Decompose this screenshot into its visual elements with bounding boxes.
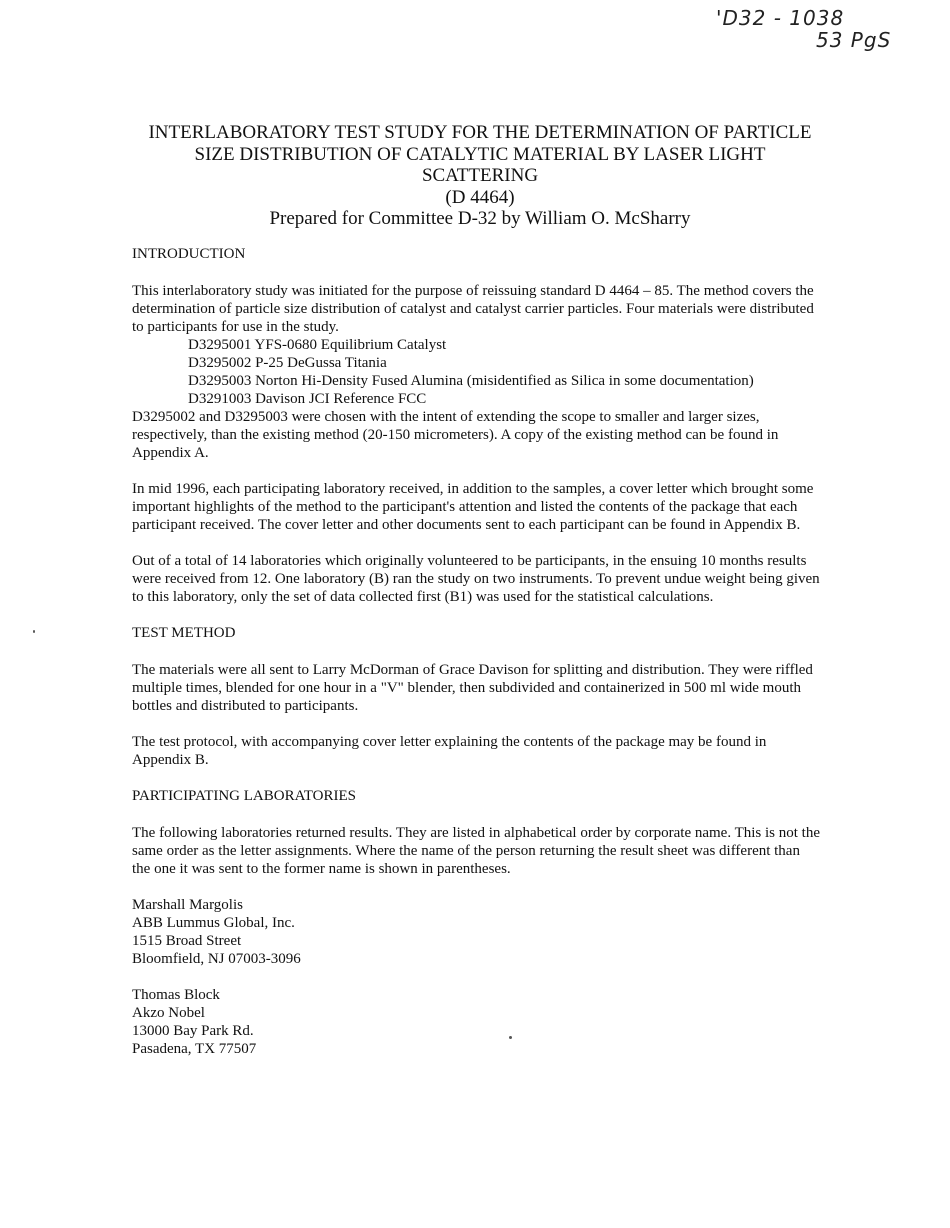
lab-city: Pasadena, TX 77507	[132, 1041, 257, 1057]
intro-paragraph: D3295002 and D3295003 were chosen with the intent of extending the scope to smaller and larger sizes, respectively, than the existing method (20-150 micrometers). A copy of the existing method can be found in Appendix A.	[132, 409, 779, 461]
scan-speck	[33, 630, 35, 633]
test-method-paragraph: The materials were all sent to Larry McDorman of Grace Davison for splitting and distribution. They were riffled multiple times, blended for one hour in a "V" blender, then subdivided and containerized in 500 ml wide mouth bottles and distributed to participants.	[132, 662, 813, 714]
lab-address	[132, 986, 822, 1058]
section-heading-test-method: TEST METHOD	[132, 625, 236, 641]
material-item: D3291003 Davison JCI Reference FCC	[188, 391, 427, 407]
handwritten-doc-number: 'D32 - 1038	[716, 6, 845, 30]
title-line: (D 4464)	[445, 186, 515, 208]
test-method-paragraph: The test protocol, with accompanying cover letter explaining the contents of the package may be found in Appendix B.	[132, 734, 767, 768]
title-line: SCATTERING	[421, 165, 539, 186]
material-item: D3295003 Norton Hi-Density Fused Alumina (misidentified as Silica in some documentation)	[188, 373, 754, 389]
intro-paragraph: In mid 1996, each participating laboratory received, in addition to the samples, a cover letter which brought some important highlights of the method to the participant's attention and listed the contents of the package that each participant received. The cover letter and other documents sent to each participant can be found in Appendix B.	[132, 481, 814, 533]
handwritten-page-count: 53 PgS	[816, 28, 892, 52]
participating-paragraph: The following laboratories returned results. They are listed in alphabetical order by corporate name. This is not the same order as the letter assignments. Where the name of the person returning the result sheet was different than the one it was sent to the former name is shown in parentheses.	[132, 825, 820, 877]
lab-city: Bloomfield, NJ 07003-3096	[132, 951, 301, 967]
intro-paragraph: Out of a total of 14 laboratories which originally volunteered to be participants, in the ensuing 10 months results were received from 12. One laboratory (B) ran the study on two instruments. To prevent undue weight being given to this laboratory, only the set of data collected first (B1) was used for the statistical calculations.	[132, 553, 820, 605]
section-heading-introduction: INTRODUCTION	[132, 246, 246, 262]
title-line: INTERLABORATORY TEST STUDY FOR THE DETERMINATION OF PARTICLE	[148, 122, 812, 143]
lab-address	[132, 896, 822, 968]
lab-street: 13000 Bay Park Rd.	[132, 1023, 254, 1039]
lab-contact-name: Thomas Block	[132, 987, 220, 1003]
document-title	[120, 122, 840, 230]
title-line: SIZE DISTRIBUTION OF CATALYTIC MATERIAL BY LASER LIGHT	[194, 143, 766, 165]
lab-street: 1515 Broad Street	[132, 933, 242, 949]
document-body	[132, 245, 822, 1076]
lab-company: Akzo Nobel	[132, 1005, 205, 1021]
lab-contact-name: Marshall Margolis	[132, 897, 243, 913]
material-item: D3295002 P-25 DeGussa Titania	[188, 355, 387, 371]
intro-paragraph: This interlaboratory study was initiated for the purpose of reissuing standard D 4464 – 85. The method covers the determination of particle size distribution of catalyst and catalyst carrier particles. Four materials were distributed to participants for use in the study.	[132, 283, 814, 335]
section-heading-participating-labs: PARTICIPATING LABORATORIES	[132, 788, 357, 804]
materials-list	[132, 336, 822, 408]
lab-company: ABB Lummus Global, Inc.	[132, 915, 295, 931]
prepared-by: Prepared for Committee D-32 by William O. McSharry	[269, 208, 691, 229]
material-item: D3295001 YFS-0680 Equilibrium Catalyst	[188, 337, 447, 353]
scan-speck	[509, 1036, 512, 1039]
